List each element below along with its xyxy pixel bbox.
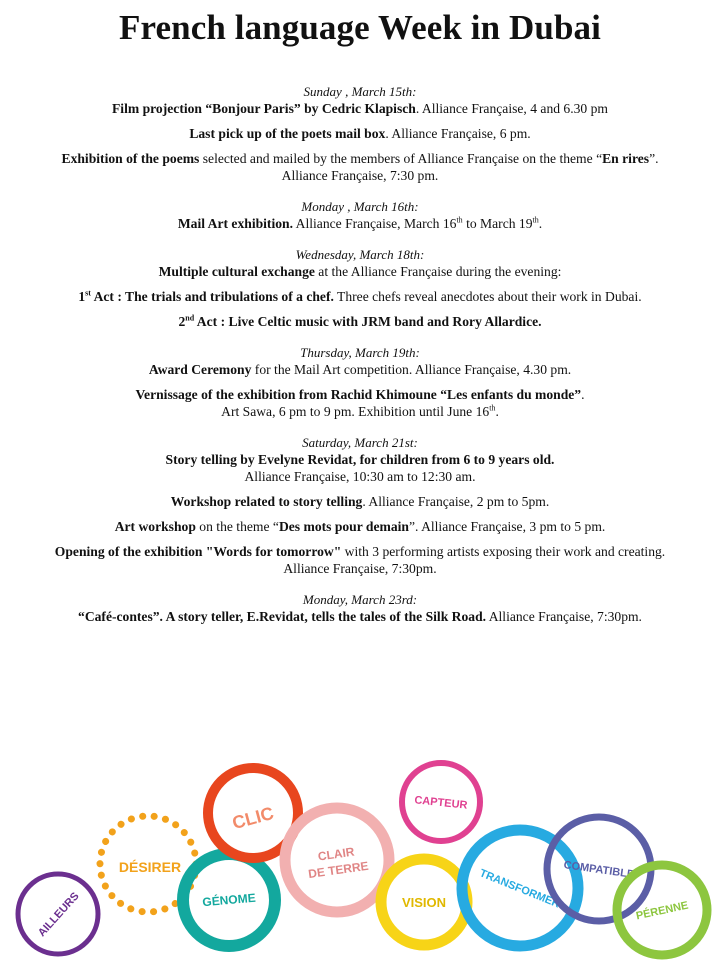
day-section [0,345,720,420]
event-item [0,215,720,232]
event-text: for the Mail Art competition. Alliance Française, 4.30 pm. [251,362,572,377]
event-item [0,313,720,330]
circle-label-perenne: PÉRENNE [634,899,690,923]
event-text-bold: Act : Live Celtic music with JRM band and Rory Allardice. [194,314,542,329]
event-text [62,151,200,166]
day-section [0,199,720,232]
event-line [4,215,716,232]
event-text: th [489,403,496,413]
event-text [115,519,196,534]
day-label: Wednesday, March 18th: [295,247,425,262]
day-section [0,84,720,184]
day-label: Monday , March 16th: [301,199,419,214]
event-text-bold: st [85,288,91,298]
circle-clair-de-terre [285,808,389,912]
event-text: Alliance Française, 10:30 am to 12:30 am. [244,469,476,484]
event-line [4,361,716,378]
event-line [4,468,716,485]
event-text: ”. [649,151,659,166]
event-item [0,125,720,142]
event-text: . Alliance Française, 4 and 6.30 pm [415,101,608,116]
event-text: to March 19 [462,216,533,231]
event-text [279,519,409,534]
event-item [0,386,720,420]
event-text-bold: 2 [178,314,186,329]
event-line [4,518,716,535]
circle-genome [183,854,275,946]
event-text-bold: Act : The trials and tribulations of a chef. [90,289,334,304]
event-text: th [456,215,463,225]
event-text-bold: Workshop related to story telling [170,494,363,509]
event-text: Three chefs reveal anecdotes about their work in Dubai. [333,289,642,304]
circle-label-genome: GÉNOME [201,890,257,910]
event-item [0,493,720,510]
event-text: at the Alliance Française during the evening: [314,264,562,279]
event-text-bold: En rires [602,151,650,166]
event-line [4,313,716,330]
event-text-bold: Story telling by Evelyne Revidat, for children from 6 to 9 years old. [165,452,555,467]
event-text [55,544,341,559]
event-schedule [0,84,720,640]
circle-capteur [402,763,480,841]
page-title: French language Week in Dubai [119,8,601,47]
event-text-bold: Opening of the exhibition "Words for tomorrow" [54,544,342,559]
event-item [0,150,720,184]
circle-label-clic: CLIC [230,802,276,834]
day-section [0,592,720,625]
event-text [149,362,252,377]
circle-label-vision: VISION [401,895,447,910]
event-item [0,451,720,485]
event-line [4,167,716,184]
event-item [0,288,720,305]
event-line [4,543,716,560]
event-text [189,126,385,141]
event-text [178,216,293,231]
circle-label-clair-de-terre: CLAIRDE TERRE [307,844,370,882]
event-text-bold: 1 [78,289,86,304]
event-text: . Alliance Française, 6 pm. [385,126,531,141]
day-label: Thursday, March 19th: [300,345,420,360]
event-text: th [532,215,539,225]
event-line [4,263,716,280]
event-text-bold: Vernissage of the exhibition from Rachid Khimoune “Les enfants du monde” [135,387,582,402]
event-text [135,387,581,402]
event-text: Alliance Française, 7:30pm. [283,561,437,576]
day-label: Saturday, March 21st: [302,435,418,450]
circle-vision [381,859,467,945]
circle-label-desirer: DÉSIRER [118,859,182,875]
event-text: selected and mailed by the members of Alliance Française on the theme “ [199,151,603,166]
event-item [0,263,720,280]
event-text [78,609,486,624]
event-text: . Alliance Française, 2 pm to 5pm. [362,494,550,509]
event-text-bold: Film projection “Bonjour Paris” by Cedric Klapisch [112,101,416,116]
event-text [602,151,649,166]
day-section [0,435,720,577]
event-text-bold: Award Ceremony [148,362,252,377]
event-line [4,288,716,305]
event-text-bold: Last pick up of the poets mail box [189,126,386,141]
event-line [4,451,716,468]
circle-ailleurs [18,874,98,954]
event-item [0,608,720,625]
event-text: with 3 performing artists exposing their work and creating. [341,544,666,559]
circle-transformer [462,830,578,946]
event-item [0,361,720,378]
event-text-bold: Mail Art exhibition. [177,216,293,231]
day-label: Monday, March 23rd: [302,592,418,607]
event-text [91,289,334,304]
circle-label-capteur: CAPTEUR [413,794,468,812]
event-text: Alliance Française, 7:30pm. [486,609,642,624]
event-text: . [581,387,585,402]
circle-label-compatible: COMPATIBLE [562,859,635,881]
event-text: on the theme “ [195,519,279,534]
event-item [0,518,720,535]
word-circles-illustration [0,752,720,960]
event-text-bold: Des mots pour demain [278,519,409,534]
circle-label-transformer: TRANSFORMER [477,867,562,911]
event-text-bold: Exhibition of the poems [61,151,200,166]
event-line [4,493,716,510]
event-text: . [538,216,543,231]
day-section [0,247,720,330]
event-text-bold: Art workshop [114,519,196,534]
event-text: Art Sawa, 6 pm to 9 pm. Exhibition until June 16 [221,404,490,419]
event-text: ”. Alliance Française, 3 pm to 5 pm. [408,519,606,534]
event-item [0,543,720,577]
event-text-bold: Multiple cultural exchange [158,264,315,279]
event-line [4,125,716,142]
event-text: Alliance Française, 7:30 pm. [281,168,439,183]
event-text: Alliance Française, March 16 [293,216,457,231]
event-text [112,101,416,116]
day-label: Sunday , March 15th: [303,84,417,99]
event-text [159,264,315,279]
event-text-bold: “Café-contes”. A story teller, E.Revidat, tells the tales of the Silk Road. [78,609,487,624]
event-line [4,150,716,167]
event-text: . [495,404,499,419]
circle-label-ailleurs: AILLEURS [35,890,82,940]
event-line [4,100,716,117]
event-text [194,314,541,329]
event-line [4,403,716,420]
event-text [166,452,555,467]
event-text-bold: nd [185,313,195,323]
event-item [0,100,720,117]
event-line [4,386,716,403]
event-text [171,494,363,509]
event-text [185,313,194,322]
event-line [4,608,716,625]
event-line [4,560,716,577]
